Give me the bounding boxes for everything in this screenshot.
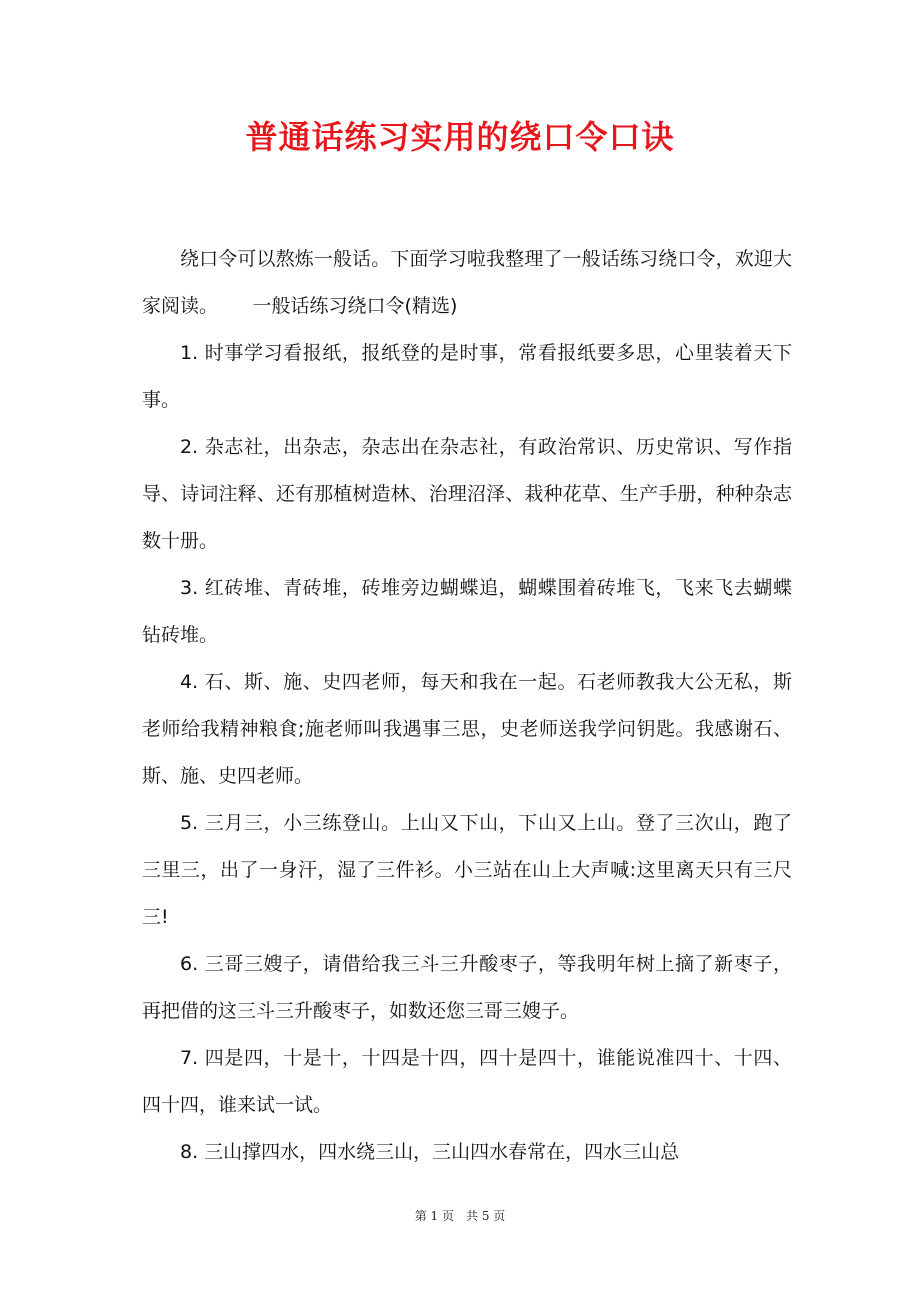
paragraph-intro: 绕口令可以熬炼一般话。下面学习啦我整理了一般话练习绕口令，欢迎大家阅读。 一般话练习绕口令(精选) bbox=[142, 248, 792, 317]
paragraph-item-4: 4. 石、斯、施、史四老师，每天和我在一起。石老师教我大公无私，斯老师给我精神粮食;施老师叫我遇事三思，史老师送我学问钥匙。我感谢石、斯、施、史四老师。 bbox=[142, 671, 792, 787]
document-body bbox=[142, 236, 792, 1176]
paragraph-item-6: 6. 三哥三嫂子，请借给我三斗三升酸枣子，等我明年树上摘了新枣子，再把借的这三斗三升酸枣子，如数还您三哥三嫂子。 bbox=[142, 953, 792, 1022]
paragraph-item-7: 7. 四是四，十是十，十四是十四，四十是四十，谁能说准四十、十四、四十四，谁来试一试。 bbox=[142, 1047, 792, 1116]
paragraph-item-2: 2. 杂志社，出杂志，杂志出在杂志社，有政治常识、历史常识、写作指导、诗词注释、还有那植树造林、治理沼泽、栽种花草、生产手册，种种杂志数十册。 bbox=[142, 436, 792, 552]
paragraph-item-8: 8. 三山撑四水，四水绕三山，三山四水春常在，四水三山总 bbox=[180, 1141, 680, 1163]
page-footer: 第 1 页 共 5 页 bbox=[414, 1209, 506, 1223]
paragraph-item-5: 5. 三月三，小三练登山。上山又下山，下山又上山。登了三次山，跑了三里三，出了一身汗，湿了三件衫。小三站在山上大声喊:这里离天只有三尺三! bbox=[142, 812, 792, 928]
paragraph-item-3: 3. 红砖堆、青砖堆，砖堆旁边蝴蝶追，蝴蝶围着砖堆飞，飞来飞去蝴蝶钻砖堆。 bbox=[142, 577, 792, 646]
document-title: 普通话练习实用的绕口令口诀 bbox=[245, 118, 675, 156]
paragraph-item-1: 1. 时事学习看报纸，报纸登的是时事，常看报纸要多思，心里装着天下事。 bbox=[142, 342, 792, 411]
